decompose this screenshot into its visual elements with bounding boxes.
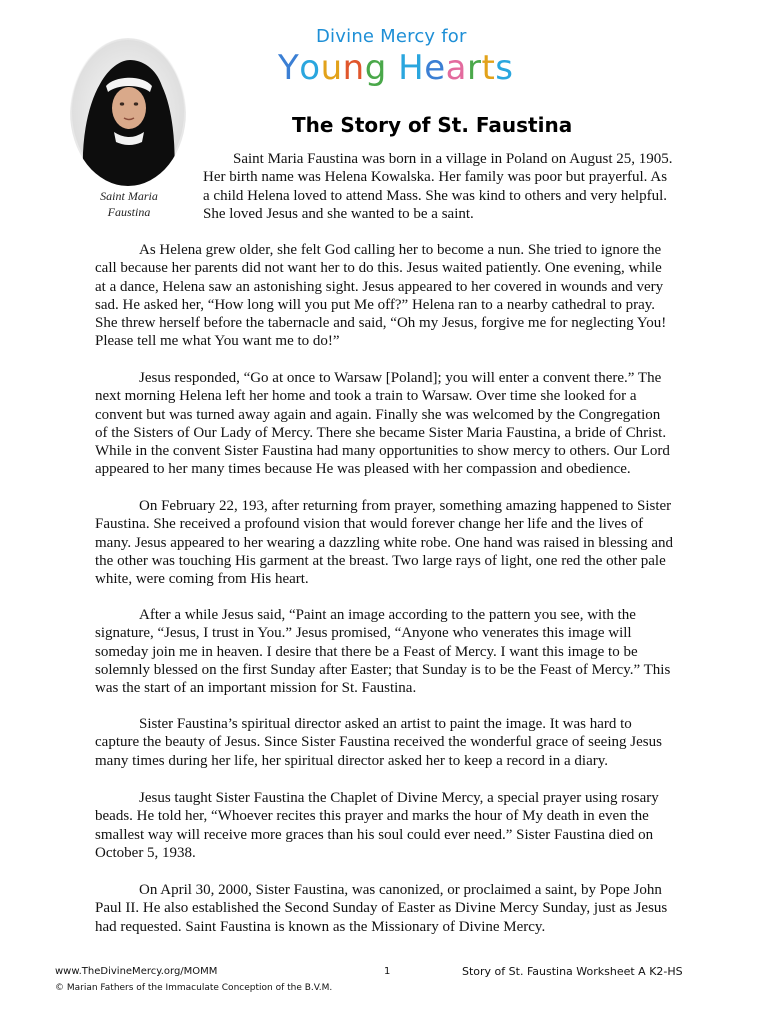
paragraph-6: Sister Faustina’s spiritual director asked an artist to paint the image. It was hard to capture the beauty of Jesus. Since Sister Faustina received the wonderful grace of seeing Jesus many times during her life, her spiritual director asked her to keep a record in a diary. [95,716,662,769]
brand-letter: o [299,48,321,88]
brand-letter [387,48,398,88]
paragraph-2: As Helena grew older, she felt God calling her to become a nun. She tried to ignore the call because her parents did not want her to do this. Jesus waited patiently. One evening, while at a dance, Helena saw an astonishing sight. Jesus appeared to her covered in wounds and very sad. He asked her, “How long will you put Me off?” Helena ran to a nearby cathedral to pray. She threw herself before the tabernacle and said, “Oh my Jesus, forgive me for neglecting You! Please tell me what You want me to do!” [95,242,667,350]
brand-letter: t [481,48,496,88]
brand-letter: s [495,48,514,88]
brand-letter: n [342,48,365,88]
brand-letter: Y [278,48,300,88]
brand-tagline: Divine Mercy for [316,26,467,47]
paragraph-5: After a while Jesus said, “Paint an image according to the pattern you see, with the signature, “Jesus, I trust in You.” Jesus promised, “Anyone who venerates this image will someday join me in heaven. I desire that there be a Feast of Mercy. I want this image to be solemnly blessed on the first Sunday after Easter; that Sunday is to be the Feast of Mercy.” This was the start of an important mission for St. Faustina. [95,607,671,697]
brand-letter: r [466,48,482,88]
brand-letter: H [398,48,425,88]
brand-letter: g [364,48,387,88]
brand-letter: e [424,48,446,88]
page-number: 1 [384,966,391,977]
page-title: The Story of St. Faustina [292,113,573,137]
brand-letter: u [320,48,343,88]
paragraph-8: On April 30, 2000, Sister Faustina, was canonized, or proclaimed a saint, by Pope John Paul II. He also established the Second Sunday of Easter as Divine Mercy Sunday, just as Jesus had requested. Saint Faustina is known as the Missionary of Divine Mercy. [95,882,668,935]
worksheet-label: Story of St. Faustina Worksheet A K2-HS [462,965,683,978]
footer-url: www.TheDivineMercy.org/MOMM [55,966,218,977]
brand-letter: a [445,48,467,88]
portrait-caption [70,188,188,220]
portrait-caption-line1: Saint Maria [100,189,158,203]
paragraph-4: On February 22, 193, after returning from prayer, something amazing happened to Sister Faustina. She received a profound vision that would forever change her life and the lives of many. Jesus appeared to her wearing a dazzling white robe. One hand was raised in blessing and the other was touching His garment at the breast. Two large rays of light, one red the other pale white, were coming from His heart. [95,498,674,588]
saint-portrait-image [70,38,186,186]
portrait-caption-line2: Faustina [107,205,151,219]
brand-logo-text [278,48,514,88]
paragraph-3: Jesus responded, “Go at once to Warsaw [Poland]; you will enter a convent there.” The next morning Helena left her home and took a train to Warsaw. Over time she looked for a convent but was turned away again and again. Finally she was welcomed by the Congregation of the Sisters of Our Lady of Mercy. There she became Sister Maria Faustina, a bride of Christ. While in the convent Sister Faustina had many opportunities to show mercy to others. Our Lord appeared to her many times because He was pleased with her compassion and obedience. [95,370,670,478]
copyright-notice: © Marian Fathers of the Immaculate Conception of the B.V.M. [55,983,333,993]
paragraph-7: Jesus taught Sister Faustina the Chaplet of Divine Mercy, a special prayer using rosary beads. He told her, “Whoever recites this prayer and marks the hour of My death in even the smallest way will receive more graces than his soul could ever need.” Sister Faustina died on October 5, 1938. [95,790,659,861]
paragraph-1: Saint Maria Faustina was born in a village in Poland on August 25, 1905. Her birth name was Helena Kowalska. Her family was poor but prayerful. As a child Helena loved to attend Mass. She was kind to others and very helpful. She loved Jesus and she wanted to be a saint. [203,151,673,222]
